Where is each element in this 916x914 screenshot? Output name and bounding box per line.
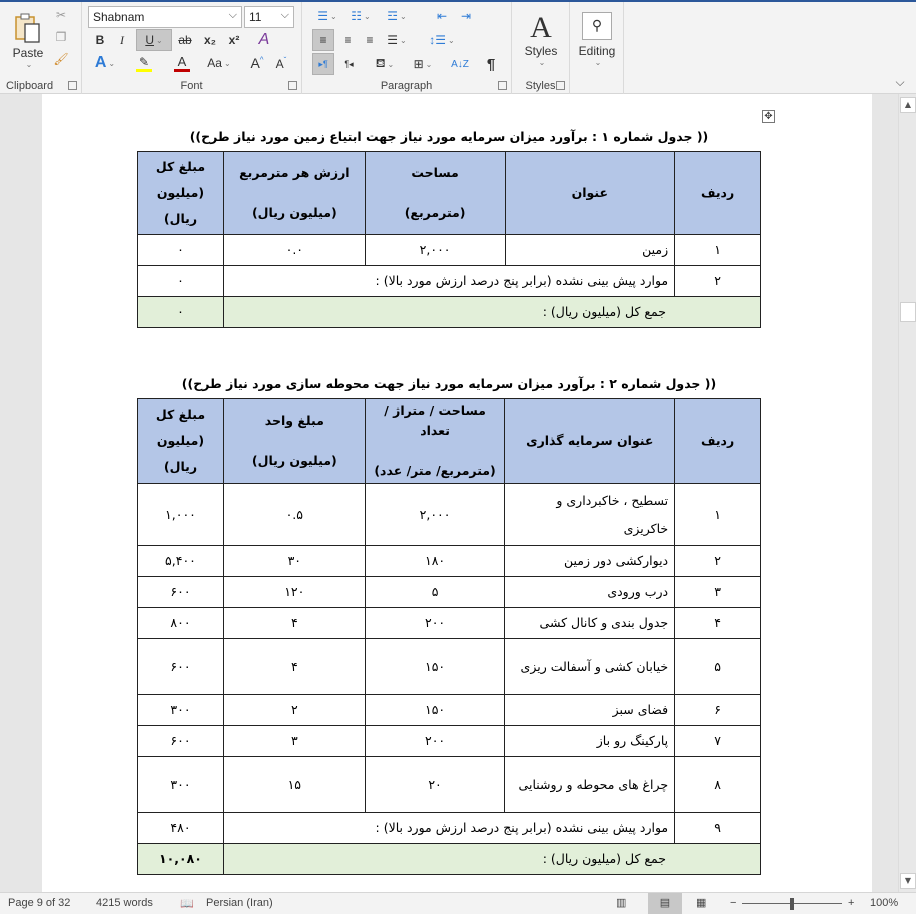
paragraph-group-label: Paragraph: [380, 80, 433, 92]
font-color-button[interactable]: [166, 52, 198, 74]
font-name-select[interactable]: [88, 6, 242, 28]
scroll-thumb[interactable]: [900, 302, 916, 322]
ltr-icon: ▸¶: [318, 58, 328, 69]
chevron-down-icon: ⌵: [280, 9, 289, 21]
header-unit-line1: ارزش هر مترمربع: [239, 165, 350, 180]
bullets-button[interactable]: [312, 6, 342, 26]
copy-icon: ❐: [55, 30, 67, 44]
change-case-label: Aa: [207, 56, 222, 70]
highlighter-icon: ✎: [138, 54, 150, 69]
header-row-no: ردیف: [675, 399, 761, 484]
cell-area: ۱۵۰: [365, 639, 505, 695]
scissors-icon: ✂: [55, 8, 67, 22]
cell-area: ۲۰: [365, 757, 505, 813]
clipboard-group: [0, 2, 82, 94]
align-right-button[interactable]: [360, 29, 380, 51]
cut-button[interactable]: [52, 6, 70, 24]
font-color-bar: [174, 69, 190, 72]
font-size-value: 11: [249, 10, 262, 24]
cell-total: ۴۸۰: [138, 813, 224, 844]
paste-label: Paste: [12, 45, 44, 60]
table1-caption: (( جدول شماره ۱ : برآورد میزان سرمایه مورد نیاز جهت ابتیاع زمین مورد نیاز طرح)): [189, 129, 709, 144]
table-move-handle-icon[interactable]: ✥: [762, 110, 775, 123]
format-painter-button[interactable]: [52, 50, 70, 68]
cell-no: ۲: [675, 546, 761, 577]
cell-title: درب ورودی: [505, 577, 675, 608]
cell-title: زمین: [505, 235, 675, 266]
status-bar: [0, 892, 916, 914]
header-total-line3: ریال): [163, 459, 198, 474]
italic-button[interactable]: I: [120, 32, 124, 47]
header-area-line1: مساحت: [411, 165, 459, 180]
table-row-grand-total: [138, 297, 761, 328]
clear-formatting-button[interactable]: [252, 29, 276, 51]
table-row: [138, 235, 761, 266]
subscript-button[interactable]: x₂: [203, 33, 216, 47]
chevron-down-icon: ⌄: [400, 11, 407, 21]
header-unit: [223, 399, 365, 484]
chevron-down-icon: ⌄: [108, 58, 116, 68]
styles-button[interactable]: [518, 6, 564, 72]
ribbon: [0, 0, 916, 94]
cell-unit: ۳: [223, 726, 365, 757]
styles-group-label: Styles: [525, 80, 556, 92]
chevron-down-icon: ⌄: [400, 35, 407, 45]
text-effects-button[interactable]: [90, 52, 120, 74]
header-area-line2: (مترمربع/ متر/ عدد): [374, 463, 496, 478]
numbering-button[interactable]: [346, 6, 376, 26]
sort-button[interactable]: [448, 53, 472, 75]
header-title: عنوان: [505, 152, 675, 235]
cell-total: ۱,۰۰۰: [138, 484, 224, 546]
sort-icon: A↓Z: [451, 58, 469, 70]
cell-title: چراغ های محوطه و روشنایی: [505, 757, 675, 813]
grand-total-value: ۰: [138, 297, 224, 328]
header-unit-line2: (میلیون ریال): [251, 205, 337, 220]
table2-caption: (( جدول شماره ۲ : برآورد میزان سرمایه مورد نیاز جهت محوطه سازی مورد نیاز طرح)): [181, 376, 717, 391]
chevron-down-icon: ⌄: [387, 59, 395, 69]
cell-unit: ۴: [223, 639, 365, 695]
borders-button[interactable]: [406, 53, 440, 75]
zoom-slider-thumb[interactable]: [790, 898, 794, 910]
ltr-button[interactable]: [312, 53, 334, 75]
header-unit: [223, 152, 365, 235]
paste-icon: [13, 12, 43, 44]
styles-label: Styles: [524, 43, 558, 58]
grand-total-label: جمع کل (میلیون ریال) :: [223, 844, 760, 875]
header-total: [138, 399, 224, 484]
multilevel-list-icon: ☲: [387, 9, 399, 23]
cell-area: ۲,۰۰۰: [365, 484, 505, 546]
editing-label: Editing: [578, 43, 616, 58]
scroll-down-button[interactable]: [900, 873, 916, 889]
align-center-icon: ≡: [344, 33, 352, 47]
font-color-icon: A: [177, 53, 187, 69]
grow-font-icon: A^: [250, 55, 264, 71]
pilcrow-icon: ¶: [486, 55, 496, 73]
increase-indent-button[interactable]: [456, 6, 476, 26]
font-dialog-launcher[interactable]: [288, 81, 297, 90]
header-area-line1: مساحت / متراژ / تعداد: [384, 403, 486, 438]
cell-no: ۱: [675, 235, 761, 266]
shrink-font-button[interactable]: [270, 52, 292, 74]
decrease-indent-icon: ⇤: [436, 9, 448, 23]
cell-area: ۲۰۰: [365, 726, 505, 757]
rtl-icon: ¶◂: [344, 58, 354, 69]
cell-no: ۸: [675, 757, 761, 813]
cell-no: ۶: [675, 695, 761, 726]
scroll-up-button[interactable]: [900, 97, 916, 113]
paintbrush-icon: 🖌: [53, 52, 69, 66]
header-area: [365, 399, 505, 484]
font-size-select[interactable]: [244, 6, 294, 28]
superscript-button[interactable]: x²: [228, 33, 240, 47]
cell-title: فضای سبز: [505, 695, 675, 726]
read-mode-icon[interactable]: ▥: [616, 897, 627, 909]
web-layout-icon[interactable]: ▦: [696, 897, 707, 909]
table-row: [138, 757, 761, 813]
shading-button[interactable]: [368, 53, 402, 75]
collapse-ribbon-button[interactable]: [890, 74, 910, 90]
decrease-indent-button[interactable]: [432, 6, 452, 26]
header-unit-line2: (میلیون ریال): [251, 453, 337, 468]
zoom-in-button[interactable]: +: [848, 897, 855, 909]
header-total-line1: مبلغ کل: [155, 407, 206, 422]
cell-title: پارکینگ رو باز: [505, 726, 675, 757]
cell-unit: ۰.۰: [223, 235, 365, 266]
font-name-value: Shabnam: [93, 10, 145, 24]
grand-total-label: جمع کل (میلیون ریال) :: [223, 297, 760, 328]
header-total-line2: (میلیون: [156, 185, 205, 200]
cell-title: دیوارکشی دور زمین: [505, 546, 675, 577]
cell-total: ۰: [138, 235, 224, 266]
text-effects-icon: A: [94, 54, 107, 71]
header-row-no: ردیف: [675, 152, 761, 235]
triangle-up-icon: ▲: [904, 100, 912, 109]
font-group: [82, 2, 302, 94]
rtl-button[interactable]: [338, 53, 360, 75]
word-count[interactable]: 4215 words: [96, 897, 153, 909]
chevron-down-icon: ⌵: [228, 9, 237, 21]
bold-button[interactable]: B: [95, 33, 105, 47]
table-row-unforeseen: [138, 813, 761, 844]
underline-label: U: [145, 33, 154, 47]
header-area-line2: (مترمربع): [404, 205, 466, 220]
cell-unit: ۲: [223, 695, 365, 726]
cell-unit: ۱۲۰: [223, 577, 365, 608]
header-total-line1: مبلغ کل: [155, 159, 206, 174]
header-total-line2: (میلیون: [156, 433, 205, 448]
cell-no: ۹: [675, 813, 761, 844]
cell-area: ۱۵۰: [365, 695, 505, 726]
copy-button[interactable]: [52, 28, 70, 46]
header-unit-line1: مبلغ واحد: [264, 413, 324, 428]
change-case-button[interactable]: [202, 52, 236, 74]
strikethrough-button[interactable]: ab: [178, 33, 192, 47]
table-row: [138, 608, 761, 639]
styles-icon: A: [530, 10, 552, 44]
cell-area: ۲,۰۰۰: [365, 235, 505, 266]
table-row: [138, 546, 761, 577]
language[interactable]: Persian (Iran): [206, 897, 273, 909]
editing-button[interactable]: [574, 6, 620, 72]
clipboard-group-label: Clipboard: [6, 80, 54, 92]
cell-total: ۰: [138, 266, 224, 297]
paragraph-group: [302, 2, 512, 94]
vertical-scrollbar[interactable]: [898, 94, 916, 892]
chevron-down-icon: ⌄: [538, 57, 546, 67]
cell-area: ۵: [365, 577, 505, 608]
table-row-unforeseen: [138, 266, 761, 297]
highlight-button[interactable]: [128, 52, 160, 74]
table2: [137, 398, 761, 875]
print-layout-icon[interactable]: ▤: [648, 893, 682, 914]
cell-area: ۱۸۰: [365, 546, 505, 577]
cell-title: خیابان کشی و آسفالت ریزی: [505, 639, 675, 695]
styles-group: [512, 2, 570, 94]
align-left-button[interactable]: [312, 29, 334, 51]
cell-no: ۳: [675, 577, 761, 608]
borders-icon: ⊞: [413, 57, 424, 71]
chevron-down-icon: ⌄: [25, 59, 33, 69]
line-spacing-button[interactable]: [426, 29, 458, 51]
grow-font-button[interactable]: [246, 52, 268, 74]
highlight-color-bar: [136, 69, 152, 72]
header-area: [365, 152, 505, 235]
triangle-down-icon: ▼: [904, 876, 912, 885]
chevron-down-icon: ⌄: [330, 11, 337, 21]
cell-total: ۳۰۰: [138, 695, 224, 726]
header-title: عنوان سرمایه گذاری: [505, 399, 675, 484]
align-right-icon: ≡: [366, 33, 374, 47]
cell-no: ۴: [675, 608, 761, 639]
line-spacing-icon: ↕☰: [429, 33, 447, 47]
header-total-line3: ریال): [163, 211, 198, 226]
cell-unit: ۰.۵: [223, 484, 365, 546]
search-icon: ⚲: [582, 12, 612, 40]
table-row: [138, 639, 761, 695]
cell-no: ۷: [675, 726, 761, 757]
justify-button[interactable]: [382, 29, 412, 51]
align-left-icon: ≡: [319, 33, 327, 47]
document-area: [0, 94, 898, 892]
clear-formatting-icon: A: [258, 31, 270, 48]
align-center-button[interactable]: [338, 29, 358, 51]
cell-no: ۲: [675, 266, 761, 297]
proofing-icon[interactable]: 📖: [180, 898, 194, 910]
cell-total: ۶۰۰: [138, 639, 224, 695]
cell-total: ۶۰۰: [138, 577, 224, 608]
bullet-list-icon: ☰: [317, 9, 329, 23]
cell-unit: ۳۰: [223, 546, 365, 577]
cell-no: ۱: [675, 484, 761, 546]
multilevel-list-button[interactable]: [380, 6, 414, 26]
chevron-down-icon: ⌄: [594, 57, 602, 67]
cell-total: ۳۰۰: [138, 757, 224, 813]
cell-unit: ۴: [223, 608, 365, 639]
show-formatting-button[interactable]: [480, 53, 502, 75]
table2-header-row: [138, 399, 761, 484]
cell-unit: ۱۵: [223, 757, 365, 813]
shrink-font-icon: $A^ˇ$: [275, 55, 287, 71]
page-count[interactable]: Page 9 of 32: [8, 897, 71, 909]
cell-title: جدول بندی و کانال کشی: [505, 608, 675, 639]
table1-header-row: [138, 152, 761, 235]
increase-indent-icon: ⇥: [460, 9, 472, 23]
cell-title: تسطیح ، خاکبرداری و خاکریزی: [505, 484, 675, 546]
header-total: [138, 152, 224, 235]
paste-button[interactable]: [6, 6, 50, 74]
table1: [137, 151, 761, 328]
zoom-level[interactable]: 100%: [870, 897, 899, 909]
chevron-down-icon: ⌄: [448, 35, 455, 45]
styles-dialog-launcher[interactable]: [556, 81, 565, 90]
table-row: [138, 726, 761, 757]
font-group-label: Font: [180, 80, 203, 92]
cell-total: ۵,۴۰۰: [138, 546, 224, 577]
numbered-list-icon: ☷: [351, 9, 363, 23]
editing-group: [570, 2, 624, 94]
chevron-down-icon: ⌄: [223, 58, 231, 68]
cell-area: ۲۰۰: [365, 608, 505, 639]
paragraph-dialog-launcher[interactable]: [498, 81, 507, 90]
cell-total: ۸۰۰: [138, 608, 224, 639]
zoom-out-button[interactable]: −: [730, 897, 737, 909]
paint-bucket-icon: ⛾: [375, 56, 386, 70]
chevron-down-icon: ⌄: [155, 35, 163, 45]
clipboard-dialog-launcher[interactable]: [68, 81, 77, 90]
justify-icon: ☰: [387, 33, 399, 47]
cell-title: موارد پیش بینی نشده (برابر پنج درصد ارزش مورد بالا) :: [223, 813, 674, 844]
page: [42, 94, 872, 892]
chevron-down-icon: ⌵: [895, 74, 905, 89]
table-row: [138, 577, 761, 608]
underline-button[interactable]: [136, 29, 172, 51]
grand-total-value: ۱۰,۰۸۰: [138, 844, 224, 875]
table-row: [138, 695, 761, 726]
chevron-down-icon: ⌄: [364, 11, 371, 21]
cell-title: موارد پیش بینی نشده (برابر پنج درصد ارزش مورد بالا) :: [223, 266, 674, 297]
table-row: [138, 484, 761, 546]
cell-total: ۶۰۰: [138, 726, 224, 757]
cell-no: ۵: [675, 639, 761, 695]
table-row-grand-total: [138, 844, 761, 875]
chevron-down-icon: ⌄: [425, 59, 433, 69]
